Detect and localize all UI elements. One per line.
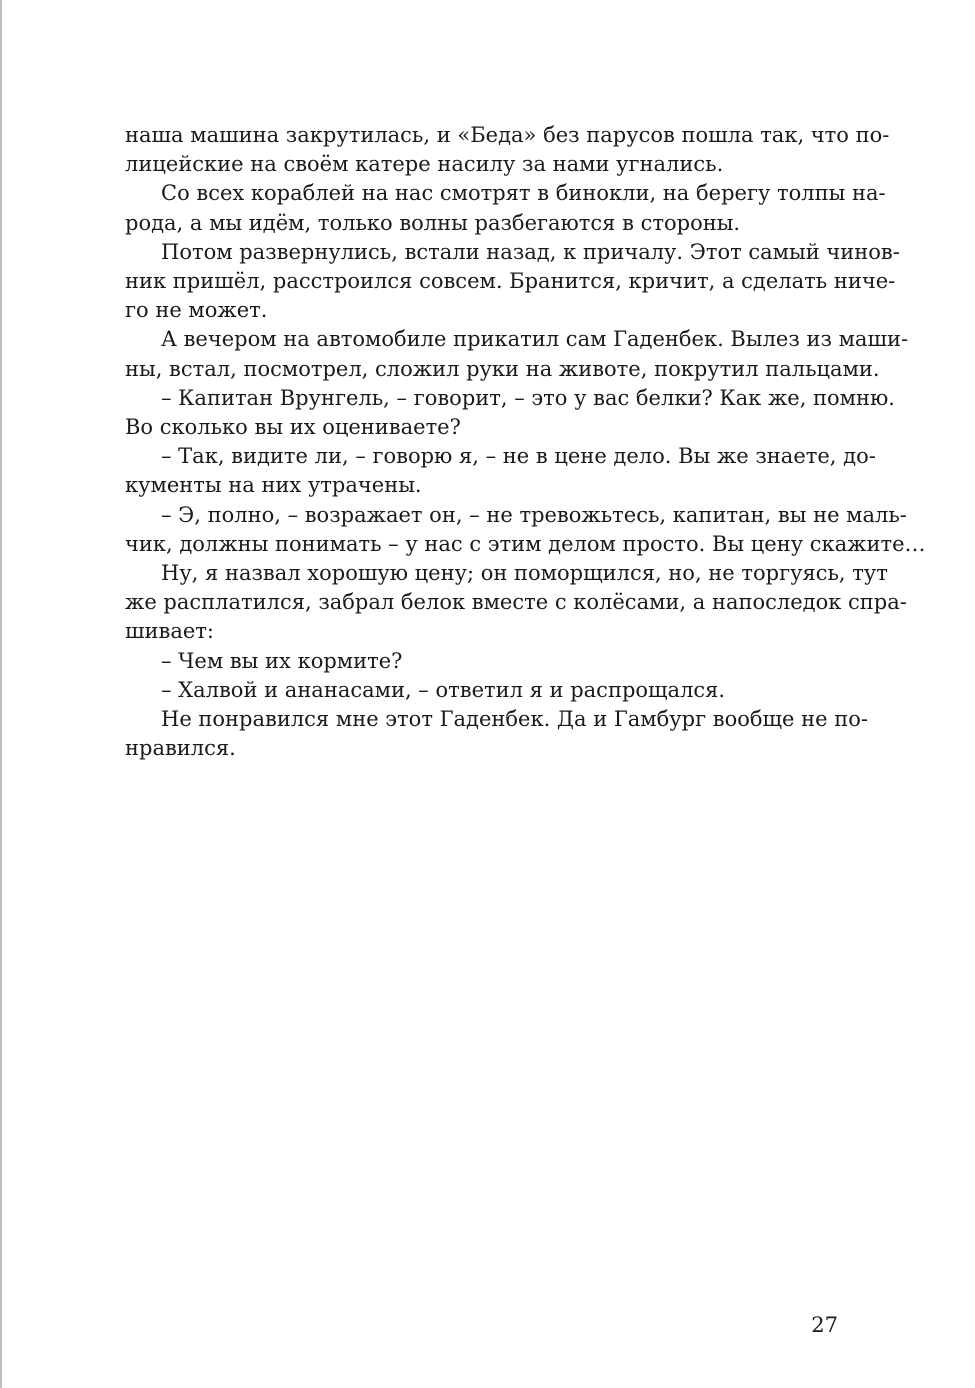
text-line: – Э, полно, – возражает он, – не тревожьтесь, капитан, вы не маль- (161, 502, 907, 527)
text-line: – Чем вы их кормите? (161, 648, 403, 673)
text-line: нравился. (125, 736, 236, 761)
text-line: чик, должны понимать – у нас с этим делом просто. Вы цену скажите… (125, 531, 926, 556)
text-line: Не понравился мне этот Гаденбек. Да и Гамбург вообще не по- (161, 707, 868, 732)
text-line: ны, встал, посмотрел, сложил руки на животе, покрутил пальцами. (125, 356, 880, 381)
text-line: шивает: (125, 619, 214, 644)
text-line: А вечером на автомобиле прикатил сам Гаденбек. Вылез из маши- (161, 327, 909, 352)
text-line: лицейские на своём катере насилу за нами угнались. (125, 152, 724, 177)
text-line: – Так, видите ли, – говорю я, – не в цене дело. Вы же знаете, до- (161, 444, 876, 469)
text-line: Ну, я назвал хорошую цену; он поморщился, но, не торгуясь, тут (161, 561, 888, 586)
text-line: Во сколько вы их оцениваете? (125, 415, 461, 440)
text-line: ник пришёл, расстроился совсем. Бранится, кричит, а сделать ниче- (125, 269, 896, 294)
text-line: го не может. (125, 298, 268, 323)
text-line: наша машина закрутилась, и «Беда» без парусов пошла так, что по- (125, 123, 890, 147)
text-line: Потом развернулись, встали назад, к причалу. Этот самый чинов- (161, 239, 900, 264)
text-line: – Капитан Врунгель, – говорит, – это у вас белки? Как же, помню. (161, 385, 895, 410)
text-line: рода, а мы идём, только волны разбегаются в стороны. (125, 210, 741, 235)
text-line: Со всех кораблей на нас смотрят в бинокли, на берегу толпы на- (161, 181, 886, 206)
page-number: 27 (811, 1313, 838, 1337)
text-line: – Халвой и ананасами, – ответил я и распрощался. (161, 677, 726, 702)
body-text (125, 121, 926, 763)
text-line: же расплатился, забрал белок вместе с колёсами, а напоследок спра- (125, 590, 907, 615)
text-line: кументы на них утрачены. (125, 473, 422, 498)
